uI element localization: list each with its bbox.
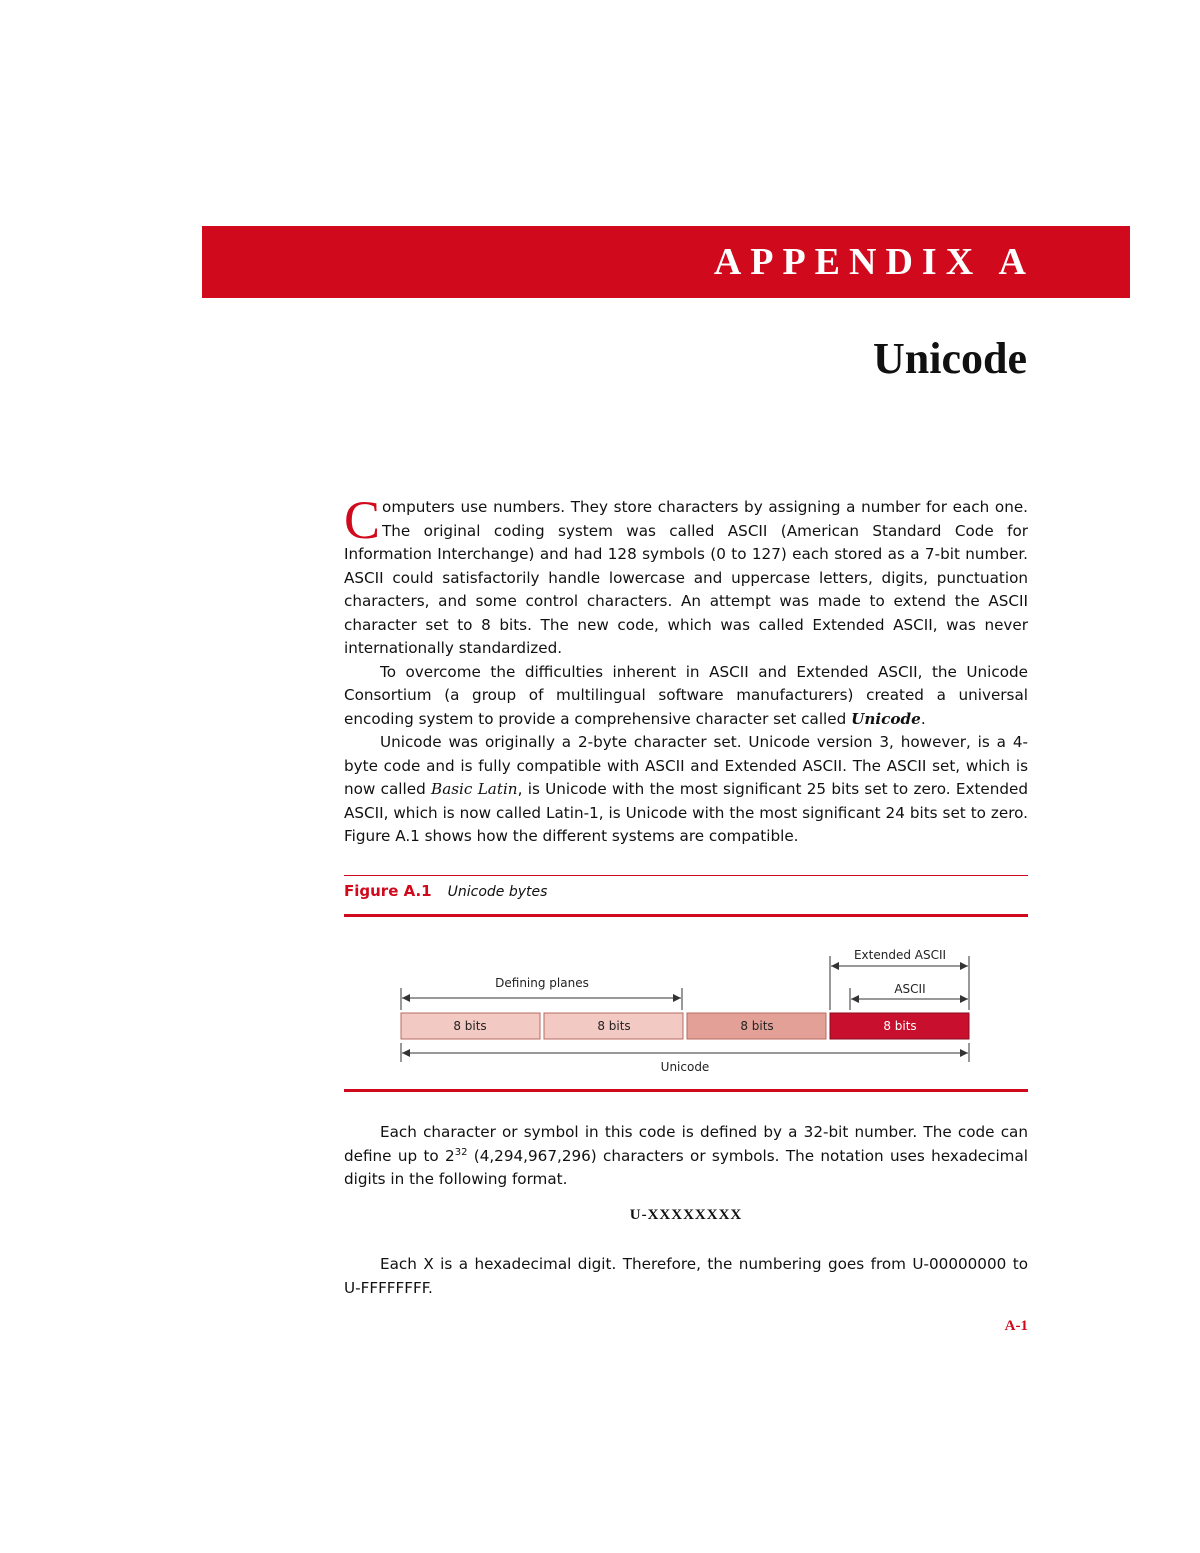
exponent: 32 — [454, 1146, 468, 1158]
notation-format: U-XXXXXXXX — [629, 1207, 743, 1223]
paragraph-2-end: . — [920, 709, 926, 728]
figure-bottom-rule — [344, 1089, 1028, 1092]
unicode-label: Unicode — [660, 1060, 710, 1074]
term-basic-latin: Basic Latin — [431, 780, 518, 798]
chapter-title: Unicode — [873, 334, 1027, 383]
appendix-label: APPENDIX A — [713, 241, 1035, 283]
paragraph-2-text: To overcome the difficulties inherent in ASCII and Extended ASCII, the Unicode Consortium (a group of multilingual software manufacturers) created a universal encoding system to provide a comprehensive character set called — [344, 662, 1028, 728]
page-number: A-1 — [1004, 1318, 1028, 1334]
term-unicode: Unicode — [851, 709, 921, 728]
paragraph-4-text: Each character or symbol in this code is defined by a 32-bit number. The code can define up to 2 — [344, 1123, 1028, 1165]
byte-box-1-label: 8 bits — [453, 1019, 487, 1033]
byte-box-3-label: 8 bits — [740, 1019, 774, 1033]
notation-section — [344, 1121, 1028, 1192]
byte-box-2-label: 8 bits — [597, 1019, 631, 1033]
paragraph-4 — [344, 1121, 1028, 1192]
figure-title: Unicode bytes — [447, 884, 548, 900]
extended-ascii-label: Extended ASCII — [853, 948, 947, 962]
figure-label: Figure A.1 — [344, 882, 432, 900]
paragraph-4-end: (4,294,967,296) characters or symbols. The notation uses hexadecimal digits in the following format. — [344, 1146, 1029, 1188]
range-section — [344, 1253, 1028, 1300]
ascii-label: ASCII — [894, 982, 926, 996]
drop-cap: C — [344, 490, 381, 550]
byte-box-4-label: 8 bits — [883, 1019, 917, 1033]
paragraph-5: Each X is a hexadecimal digit. Therefore, the numbering goes from U-00000000 to U-FFFFFFFF. — [344, 1255, 1028, 1297]
paragraph-3-text: Unicode was originally a 2-byte character set. Unicode version 3, however, is a 4-byte code and is fully compatible with ASCII and Extended ASCII. The ASCII set, which is now called — [344, 733, 1028, 798]
paragraph-3-end: , is Unicode with the most significant 25 bits set to zero. Extended ASCII, which is now called Latin-1, is Unicode with the most significant 24 bits set to zero. Figure A.1 shows how the different systems are compatible. — [344, 780, 1028, 845]
defining-planes-label: Defining planes — [495, 976, 589, 990]
paragraph-1-text: omputers use numbers. They store characters by assigning a number for each one. The original coding system was called ASCII (American Standard Code for Information Interchange) and had 128 symbols (0 to 127) each stored as a 7-bit number. ASCII could satisfactorily handle lowercase and uppercase letters, digits, punctuation characters, and some control characters. An attempt was made to extend the ASCII character set to 8 bits. The new code, which was called Extended ASCII, was never internationally standardized. — [344, 498, 1028, 657]
